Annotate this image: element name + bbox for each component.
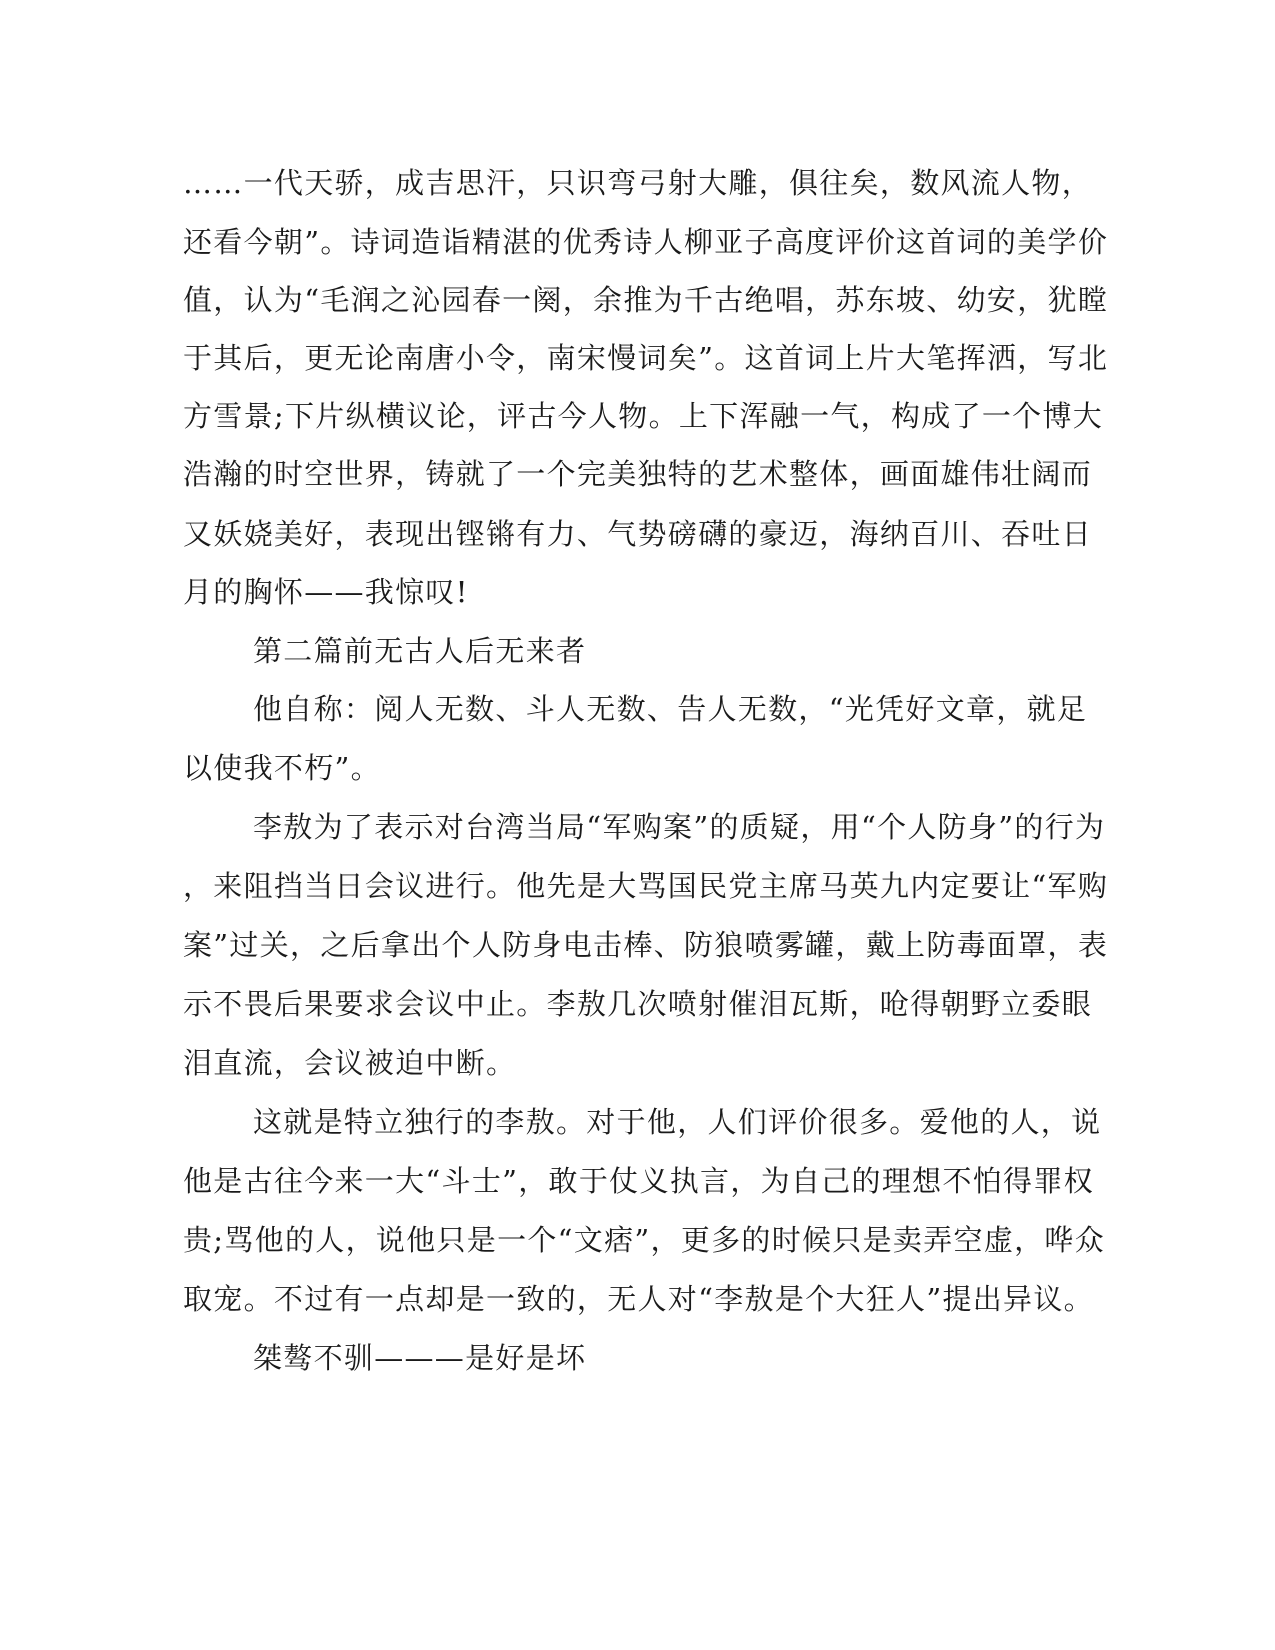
text-line: ……一代天骄，成吉思汗，只识弯弓射大雕，俱往矣，数风流人物，: [183, 166, 1093, 200]
text-line: 案”过关，之后拿出个人防身电击棒、防狼喷雾罐，戴上防毒面罩，表: [183, 928, 1109, 962]
section-subheading: 桀骜不驯———是好是坏: [253, 1341, 587, 1375]
text-line: 他自称：阅人无数、斗人无数、告人无数，“光凭好文章，就足: [253, 692, 1088, 726]
text-line: 贵;骂他的人，说他只是一个“文痞”，更多的时候只是卖弄空虚，哗众: [183, 1223, 1106, 1257]
text-line: 又妖娆美好，表现出铿锵有力、气势磅礴的豪迈，海纳百川、吞吐日: [183, 517, 1093, 551]
text-line: 泪直流，会议被迫中断。: [183, 1046, 517, 1080]
text-line: 以使我不朽”。: [183, 751, 381, 785]
text-line: 值，认为“毛润之沁园春一阕，余推为千古绝唱，苏东坡、幼安，犹瞠: [183, 283, 1109, 317]
text-line: 于其后，更无论南唐小令，南宋慢词矣”。这首词上片大笔挥洒，写北: [183, 341, 1109, 375]
text-line: ，来阻挡当日会议进行。他先是大骂国民党主席马英九内定要让“军购: [183, 869, 1109, 903]
text-line: 他是古往今来一大“斗士”，敢于仗义执言，为自己的理想不怕得罪权: [183, 1164, 1094, 1198]
text-line: 这就是特立独行的李敖。对于他，人们评价很多。爱他的人，说: [253, 1105, 1102, 1139]
text-line: 示不畏后果要求会议中止。李敖几次喷射催泪瓦斯，呛得朝野立委眼: [183, 987, 1093, 1021]
section-heading: 第二篇前无古人后无来者: [253, 634, 587, 668]
text-line: 取宠。不过有一点却是一致的，无人对“李敖是个大狂人”提出异议。: [183, 1282, 1094, 1316]
text-line: 浩瀚的时空世界，铸就了一个完美独特的艺术整体，画面雄伟壮阔而: [183, 457, 1093, 491]
text-line: 月的胸怀——我惊叹!: [183, 575, 469, 609]
text-line: 还看今朝”。诗词造诣精湛的优秀诗人柳亚子高度评价这首词的美学价: [183, 225, 1109, 259]
text-line: 方雪景;下片纵横议论，评古今人物。上下浑融一气，构成了一个博大: [183, 399, 1104, 433]
text-line: 李敖为了表示对台湾当局“军购案”的质疑，用“个人防身”的行为: [253, 810, 1106, 844]
